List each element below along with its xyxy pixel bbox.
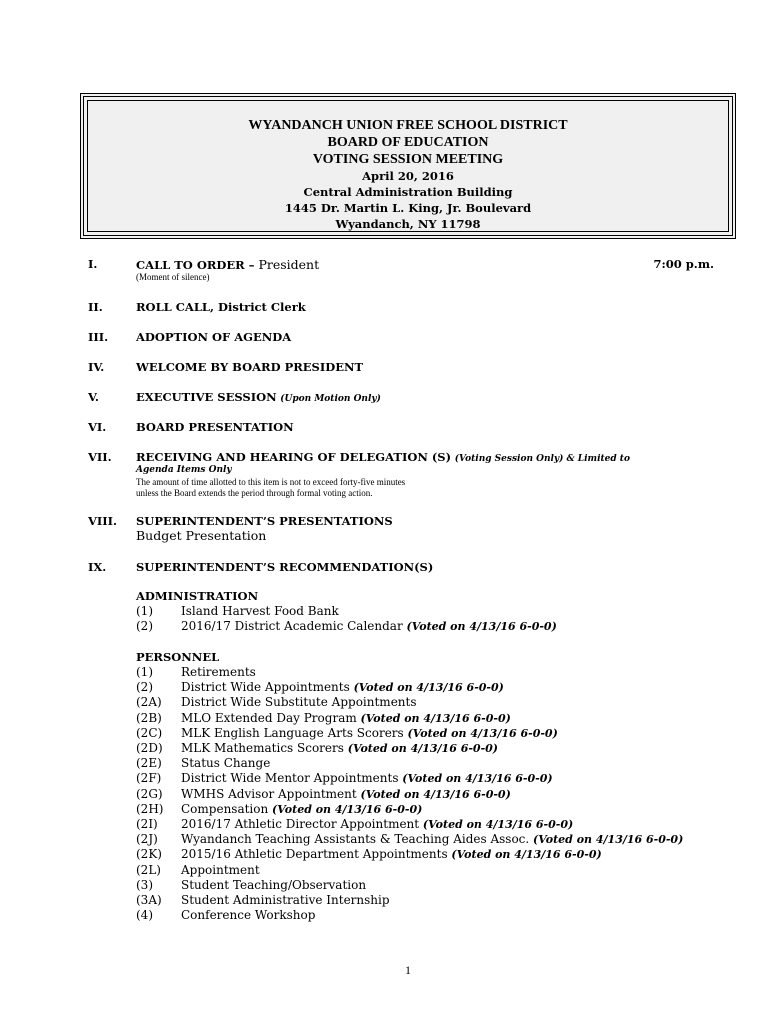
vote-note: (Voted on 4/13/16 6-0-0) xyxy=(533,833,684,847)
item-number: VI. xyxy=(88,420,107,434)
item-note: (Voting Session Only) & Limited to xyxy=(454,454,630,464)
vote-note: (Voted on 4/13/16 6-0-0) xyxy=(360,787,511,801)
item-desc-line: The amount of time allotted to this item is not to exceed forty-five minutes xyxy=(136,477,406,487)
list-item xyxy=(136,787,511,801)
item-note: (Moment of silence) xyxy=(136,272,210,282)
list-item xyxy=(136,908,315,922)
meeting-type: VOTING SESSION MEETING xyxy=(312,152,504,167)
board-name: BOARD OF EDUCATION xyxy=(327,135,489,150)
list-item xyxy=(136,665,256,679)
item-title: WELCOME BY BOARD PRESIDENT xyxy=(136,360,364,374)
item-title: RECEIVING AND HEARING OF DELEGATION (S) xyxy=(136,450,452,464)
list-item-number: (2) xyxy=(136,619,153,634)
item-title: ROLL CALL, District Clerk xyxy=(136,300,306,314)
list-item-text: MLK English Language Arts Scorers xyxy=(181,725,408,740)
list-item-text: Retirements xyxy=(181,665,256,679)
administration-title: ADMINISTRATION xyxy=(136,589,259,603)
item-number: IX. xyxy=(88,560,107,574)
vote-note: (Voted on 4/13/16 6-0-0) xyxy=(451,848,602,862)
vote-note: (Voted on 4/13/16 6-0-0) xyxy=(407,726,558,740)
vote-note: (Voted on 4/13/16 6-0-0) xyxy=(402,772,553,786)
item-title: ADOPTION OF AGENDA xyxy=(136,330,292,344)
item-detail: President xyxy=(254,257,320,272)
list-item-number: (2D) xyxy=(136,741,163,755)
list-item-text: District Wide Mentor Appointments xyxy=(181,771,403,786)
list-item xyxy=(136,893,390,907)
list-item-text: Island Harvest Food Bank xyxy=(181,604,339,618)
personnel-title: PERSONNEL xyxy=(136,650,220,664)
address-street: 1445 Dr. Martin L. King, Jr. Boulevard xyxy=(284,201,532,215)
list-item-number: (2K) xyxy=(136,847,162,862)
list-item-text: Status Change xyxy=(181,756,271,771)
list-item xyxy=(136,741,498,755)
list-item xyxy=(136,619,557,633)
list-item-number: (2C) xyxy=(136,725,163,740)
item-number: II. xyxy=(88,300,103,314)
vote-note: (Voted on 4/13/16 6-0-0) xyxy=(422,818,574,831)
page-number: 1 xyxy=(405,963,411,977)
item-number: V. xyxy=(88,390,99,404)
list-item xyxy=(136,802,422,816)
list-item xyxy=(136,771,553,785)
item-title: BOARD PRESENTATION xyxy=(136,420,294,434)
meeting-location: Central Administration Building xyxy=(303,185,513,199)
item-title: SUPERINTENDENT’S PRESENTATIONS xyxy=(136,514,393,528)
item-number: VIII. xyxy=(88,514,118,528)
list-item-number: (2G) xyxy=(136,786,163,801)
item-number: IV. xyxy=(88,360,105,374)
address-city: Wyandanch, NY 11798 xyxy=(335,217,481,231)
vote-note: (Voted on 4/13/16 6-0-0) xyxy=(406,620,557,634)
item-title: EXECUTIVE SESSION xyxy=(136,390,277,404)
list-item-number: (2E) xyxy=(136,756,162,771)
list-item-number: (2B) xyxy=(136,710,162,725)
list-item-text: Student Teaching/Observation xyxy=(181,877,367,892)
list-item xyxy=(136,832,683,846)
list-item-text: WMHS Advisor Appointment xyxy=(181,786,361,801)
item-desc-line: unless the Board extends the period through formal voting action. xyxy=(136,488,373,498)
list-item-text: MLO Extended Day Program xyxy=(181,710,361,725)
item-sub: Budget Presentation xyxy=(136,528,267,543)
list-item xyxy=(136,680,504,694)
list-item-text: Wyandanch Teaching Assistants & Teaching Aides Assoc. xyxy=(181,832,534,847)
item-note: (Upon Motion Only) xyxy=(280,394,381,404)
list-item-text: Appointment xyxy=(181,862,260,877)
list-item xyxy=(136,878,366,892)
list-item-text: MLK Mathematics Scorers xyxy=(181,741,348,755)
list-item-text: 2015/16 Athletic Department Appointments xyxy=(181,847,452,862)
list-item-text: Compensation xyxy=(181,801,273,816)
list-item-text: Student Administrative Internship xyxy=(181,893,390,907)
list-item-number: (3) xyxy=(136,877,153,892)
item-note-cont: Agenda Items Only xyxy=(136,465,232,475)
list-item-number: (1) xyxy=(136,604,153,618)
list-item xyxy=(136,711,511,725)
list-item xyxy=(136,863,260,877)
header-box xyxy=(80,93,736,239)
list-item-number: (2F) xyxy=(136,771,162,786)
vote-note: (Voted on 4/13/16 6-0-0) xyxy=(272,802,423,816)
list-item-text: Conference Workshop xyxy=(181,908,316,923)
list-item xyxy=(136,847,602,861)
list-item-number: (3A) xyxy=(136,893,162,907)
vote-note: (Voted on 4/13/16 6-0-0) xyxy=(353,681,504,695)
vote-note: (Voted on 4/13/16 6-0-0) xyxy=(360,711,511,725)
item-title: CALL TO ORDER – xyxy=(136,258,255,272)
item-title: SUPERINTENDENT’S RECOMMENDATION(S) xyxy=(136,560,434,574)
list-item-number: (2I) xyxy=(136,817,158,831)
list-item-text: District Wide Substitute Appointments xyxy=(181,695,417,710)
list-item-text: 2016/17 Athletic Director Appointment xyxy=(181,817,423,831)
list-item-number: (2J) xyxy=(136,832,158,847)
list-item-number: (2L) xyxy=(136,862,161,877)
list-item xyxy=(136,817,573,831)
list-item-number: (2H) xyxy=(136,801,164,816)
list-item-number: (1) xyxy=(136,665,153,679)
list-item xyxy=(136,695,417,709)
list-item-number: (4) xyxy=(136,908,153,923)
meeting-date: April 20, 2016 xyxy=(362,169,454,183)
item-number: VII. xyxy=(88,450,112,464)
start-time: 7:00 p.m. xyxy=(653,257,714,271)
list-item xyxy=(136,604,339,618)
list-item xyxy=(136,726,558,740)
district-name: WYANDANCH UNION FREE SCHOOL DISTRICT xyxy=(248,118,568,133)
list-item xyxy=(136,756,270,770)
item-number: I. xyxy=(88,257,98,271)
item-number: III. xyxy=(88,330,109,344)
list-item-number: (2A) xyxy=(136,695,162,710)
list-item-text: District Wide Appointments xyxy=(181,680,354,695)
vote-note: (Voted on 4/13/16 6-0-0) xyxy=(347,742,498,755)
list-item-text: 2016/17 District Academic Calendar xyxy=(181,619,407,634)
list-item-number: (2) xyxy=(136,680,153,695)
